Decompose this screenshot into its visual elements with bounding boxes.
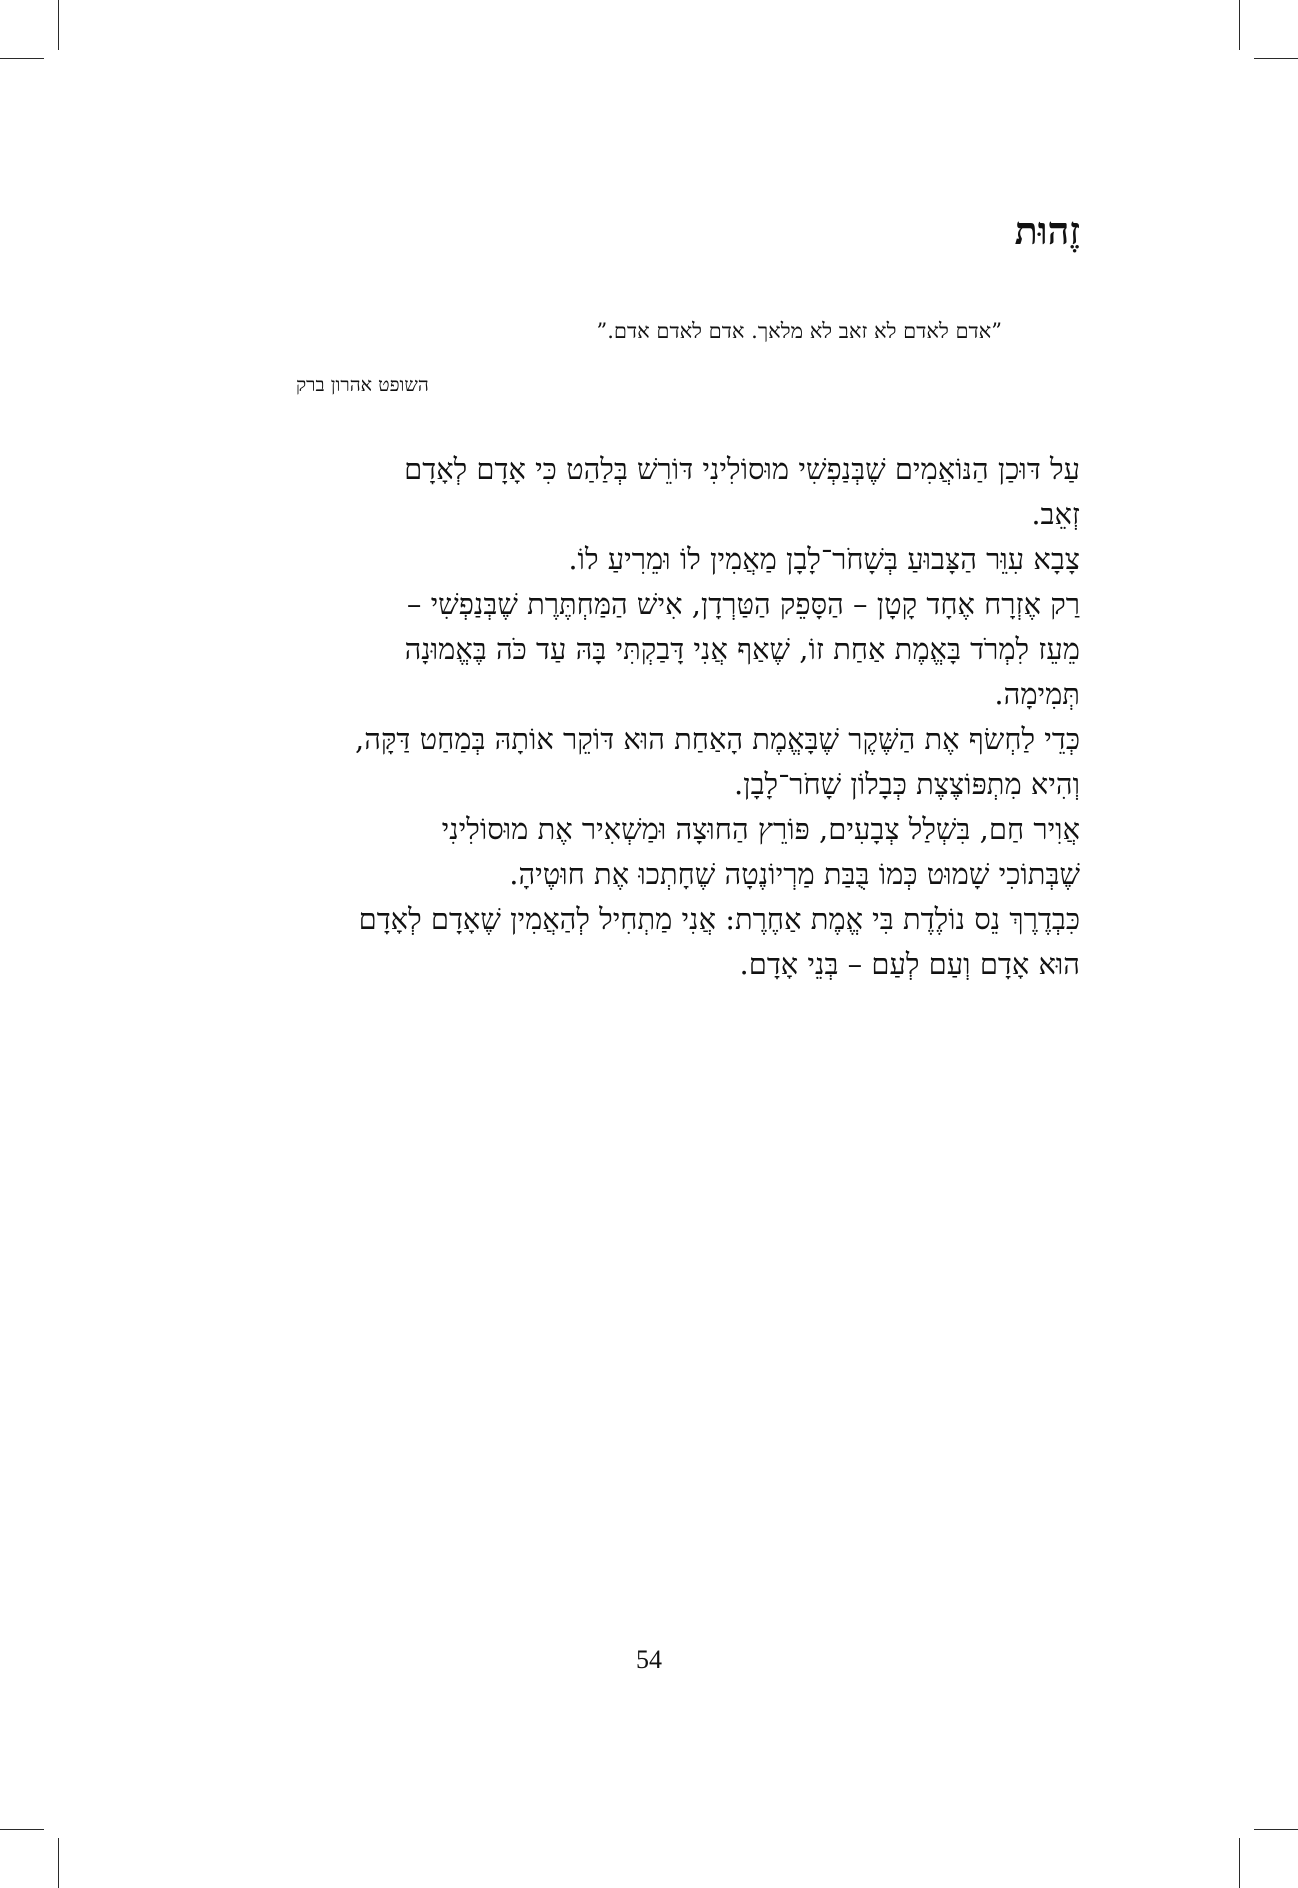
poem-line: שֶׁבְּתוֹכִי שָׁמוּט כְּמוֹ בֻּבַּת מַרְיוֹנֶטָה שֶׁחָתְכוּ אֶת חוּטֶיהָ.	[509, 857, 1080, 891]
poem-line: הוּא אָדָם וְעַם לְעַם – בְּנֵי אָדָם.	[739, 947, 1080, 981]
crop-mark-top-left-h	[0, 58, 44, 59]
page-title: זֶהוּת	[1014, 208, 1080, 253]
page-number: 54	[636, 1645, 662, 1674]
poem-line: תְּמִימָה.	[994, 677, 1080, 711]
epigraph-quote: ”אדם לאדם לא זאב לא מלאך. אדם לאדם אדם.”	[596, 319, 1002, 343]
crop-mark-top-right	[1239, 0, 1240, 50]
crop-mark-top-left	[58, 0, 59, 50]
crop-mark-bottom-right-h	[1254, 1829, 1298, 1830]
poem-line: צָבָא עִוֵּר הַצָּבוּעַ בְּשָׁחֹר־לָבָן מַאֲמִין לוֹ וּמֵרִיעַ לוֹ.	[568, 542, 1080, 576]
poem-line: עַל דּוּכַן הַנּוֹאֲמִים שֶׁבְּנַפְשִׁי מוּסוֹלִינִי דּוֹרֵשׁ בְּלַהַט כִּי אָדָם לְאָדָם	[404, 452, 1080, 486]
poem-line: זְאֵב.	[1031, 497, 1080, 531]
crop-mark-bottom-right	[1239, 1838, 1240, 1888]
epigraph-attribution-row	[0, 374, 1298, 397]
poem-body	[296, 447, 1080, 987]
poem-line: מֵעֵז לִמְרֹד בָּאֱמֶת אַחַת זוֹ, שֶׁאַף אֲנִי דָּבַקְתִּי בָּהּ עַד כֹּה בֶּאֱמוּנָה	[404, 632, 1080, 666]
poem-line: וְהִיא מִתְפּוֹצֶצֶת כְּבָלוֹן שָׁחֹר־לָבָן.	[733, 767, 1080, 801]
poem-line: כְּדֵי לַחְשׂף אֶת הַשֶּׁקֶר שֶׁבָּאֱמֶת הָאַחַת הוּא דּוֹקֵר אוֹתָהּ בְּמַחַט דַּקָּה,	[354, 722, 1080, 756]
poem-line: כִּבְדֶרֶךְ נֵס נוֹלֶדֶת בִּי אֱמֶת אַחֶרֶת: אֲנִי מַתְחִיל לְהַאֲמִין שֶׁאָדָם לְאָדָם	[358, 902, 1080, 936]
epigraph-attribution: השופט אהרון ברק	[296, 374, 429, 396]
crop-mark-top-right-h	[1254, 58, 1298, 59]
poem-line: אֲוִיר חַם, בִּשְׁלַל צְבָעִים, פּוֹרֵץ הַחוּצָה וּמַשְׁאִיר אֶת מוּסוֹלִינִי	[441, 812, 1080, 846]
crop-mark-bottom-left-h	[0, 1829, 44, 1830]
poem-line: רַק אֶזְרָח אֶחָד קָטָן – הַסָּפֵק הַטַּרְדָן, אִישׁ הַמַּחְתֶּרֶת שֶׁבְּנַפְשִׁי –	[406, 587, 1080, 621]
crop-mark-bottom-left	[58, 1838, 59, 1888]
